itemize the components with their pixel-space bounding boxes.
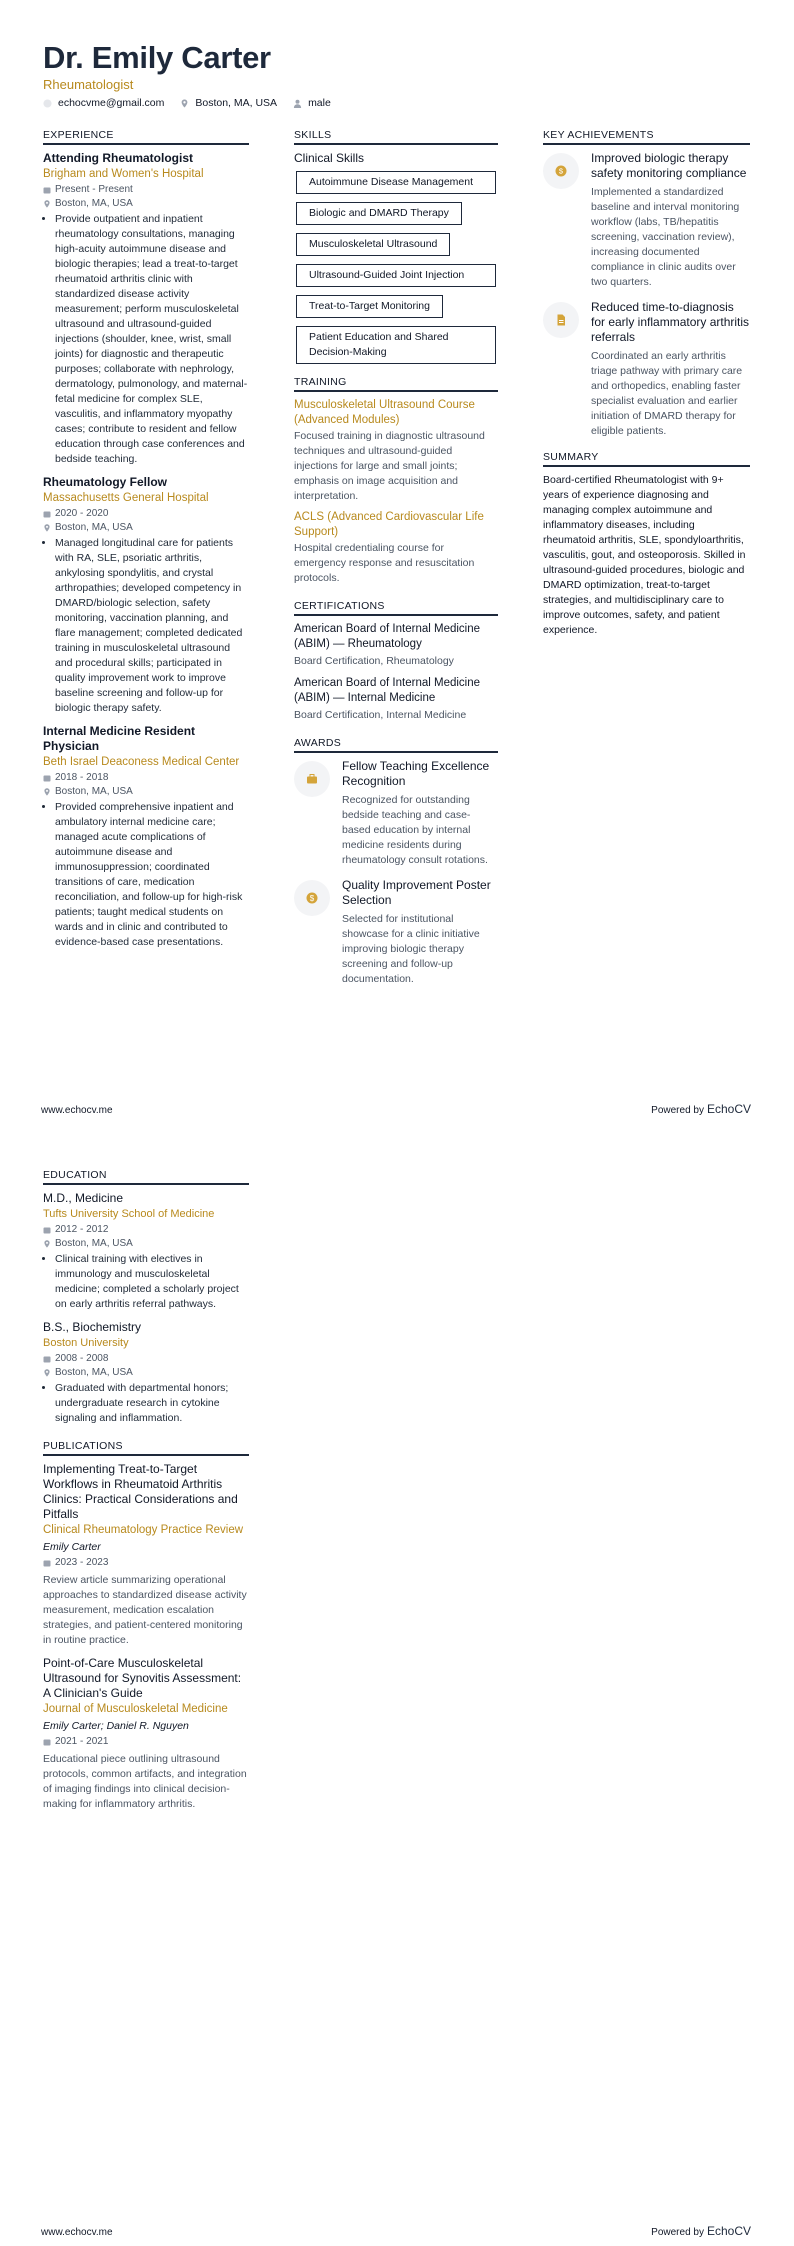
skill-tag: Autoimmune Disease Management <box>296 171 496 194</box>
skills-subheading: Clinical Skills <box>294 151 365 165</box>
summary-text: Board-certified Rheumatologist with 9+ years of experience diagnosing and managing complex autoimmune and inflammatory diseases, including rheumatoid arthritis, SLE, spondyloarthritis, vasculitis, gout, and osteoporosis. Skilled in ultrasound-guided procedures, biologic and DMARD optimization, treat-to-target strategies, and multidisciplinary care to improve outcomes, safety, and patient experience. <box>543 474 746 636</box>
skill-tag: Musculoskeletal Ultrasound <box>296 233 450 256</box>
email-icon <box>43 99 52 108</box>
brand-logo: EchoCV <box>706 1102 751 1116</box>
calendar-icon <box>43 510 51 518</box>
education-bullet: • Clinical training with electives in immunology and musculoskeletal medicine; completed a scholarly project on early arthritis referral pathways. <box>55 1252 249 1312</box>
publication-dates: 2023 - 2023 <box>43 1556 249 1569</box>
calendar-icon <box>43 774 51 782</box>
publications-heading: PUBLICATIONS <box>43 1440 249 1456</box>
map-pin-icon <box>43 1240 51 1248</box>
skill-tag: Biologic and DMARD Therapy <box>296 202 462 225</box>
achievements-heading: KEY ACHIEVEMENTS <box>543 129 750 145</box>
contact-location <box>180 97 277 109</box>
awards-heading: AWARDS <box>294 737 498 753</box>
job-bullet: • Managed longitudinal care for patients with RA, SLE, psoriatic arthritis, ankylosing spondylitis, and crystal arthropathies; developed competency in DMARD/biologic selection, safety monitoring, vaccination planning, and flare management; completed dedicated training in musculoskeletal ultrasound and procedural skills; participated in quality improvement work to improve baseline screening and follow-up for biologic therapy safety. <box>55 536 249 716</box>
education-item <box>43 1191 249 1312</box>
experience-heading: EXPERIENCE <box>43 129 249 145</box>
certifications-heading: CERTIFICATIONS <box>294 600 498 616</box>
achievement-item <box>543 300 750 439</box>
contact-email[interactable] <box>43 97 164 109</box>
publication-venue: Clinical Rheumatology Practice Review <box>43 1524 244 1536</box>
calendar-icon <box>43 1226 51 1234</box>
calendar-icon <box>43 186 51 194</box>
award-item <box>294 878 498 987</box>
publication-title: Implementing Treat-to-Target Workflows in Rheumatoid Arthritis Clinics: Practical Considerations and Pitfalls <box>43 1462 238 1521</box>
achievements-column <box>543 129 750 638</box>
contact-bar <box>43 97 331 109</box>
calendar-icon <box>43 1559 51 1567</box>
education-dates: 2012 - 2012 <box>43 1223 249 1236</box>
award-item <box>294 759 498 868</box>
job-org: Brigham and Women's Hospital <box>43 168 204 180</box>
skills-column <box>294 129 498 997</box>
certification-title: American Board of Internal Medicine (ABIM) — Internal Medicine <box>294 677 481 704</box>
footer-url[interactable]: www.echocv.me <box>41 1105 113 1116</box>
coin-icon <box>555 165 567 177</box>
map-pin-icon <box>43 1369 51 1377</box>
job-org: Beth Israel Deaconess Medical Center <box>43 756 240 768</box>
skill-tag: Patient Education and Shared Decision-Making <box>296 326 496 364</box>
publication-item <box>43 1462 249 1648</box>
map-pin-icon <box>43 788 51 796</box>
gender-text: male <box>308 97 331 109</box>
briefcase-icon <box>306 773 318 785</box>
publication-venue: Journal of Musculoskeletal Medicine <box>43 1703 228 1715</box>
calendar-icon <box>43 1355 51 1363</box>
award-title: Fellow Teaching Excellence Recognition <box>342 759 490 788</box>
achievement-item <box>543 151 750 290</box>
publication-authors: Emily Carter <box>43 1541 101 1553</box>
footer-url[interactable]: www.echocv.me <box>41 2227 113 2238</box>
powered-label: Powered by <box>651 2227 704 2238</box>
summary-heading: SUMMARY <box>543 451 750 467</box>
training-desc: Focused training in diagnostic ultrasound techniques and ultrasound-guided injections for large and small joints; emphasis on image acquisition and interpretation. <box>294 430 485 502</box>
powered-by <box>651 1102 751 1116</box>
candidate-name: Dr. Emily Carter <box>43 40 271 75</box>
degree-title: B.S., Biochemistry <box>43 1320 142 1334</box>
location-text: Boston, MA, USA <box>195 97 278 109</box>
training-title: Musculoskeletal Ultrasound Course (Advanced Modules) <box>294 399 475 426</box>
resume-page-2 <box>0 1123 794 2246</box>
map-pin-icon <box>43 200 51 208</box>
certification-title: American Board of Internal Medicine (ABIM) — Rheumatology <box>294 623 481 650</box>
calendar-icon <box>43 1738 51 1746</box>
job-title: Internal Medicine Resident Physician <box>43 724 196 753</box>
school-name: Tufts University School of Medicine <box>43 1208 215 1220</box>
publication-item <box>43 1656 249 1812</box>
job-org: Massachusetts General Hospital <box>43 492 209 504</box>
map-pin-icon <box>43 524 51 532</box>
brand-logo: EchoCV <box>706 2224 751 2238</box>
achievement-desc: Coordinated an early arthritis triage pathway with primary care and orthopedics, enabling faster specialist evaluation and earlier initiation of DMARD therapy for eligible patients. <box>591 350 743 437</box>
publication-desc: Educational piece outlining ultrasound protocols, common artifacts, and integration of imaging findings into clinical decision-making for inflammatory arthritis. <box>43 1753 247 1810</box>
contact-gender <box>293 97 331 109</box>
job-location: Boston, MA, USA <box>43 785 249 798</box>
training-desc: Hospital credentialing course for emergency response and resuscitation protocols. <box>294 542 475 584</box>
publication-desc: Review article summarizing operational approaches to standardized disease activity measurement, medication escalation strategies, and patient-centered monitoring in routine practice. <box>43 1574 247 1646</box>
svg-text:$: $ <box>558 166 564 176</box>
job-location: Boston, MA, USA <box>43 521 249 534</box>
job-title: Attending Rheumatologist <box>43 151 193 165</box>
job-location: Boston, MA, USA <box>43 197 249 210</box>
achievement-title: Reduced time-to-diagnosis for early inflammatory arthritis referrals <box>591 300 750 344</box>
degree-title: M.D., Medicine <box>43 1191 124 1205</box>
skill-tag: Treat-to-Target Monitoring <box>296 295 443 318</box>
skills-heading: SKILLS <box>294 129 498 145</box>
achievement-desc: Implemented a standardized baseline and interval monitoring workflow (labs, TB/hepatitis screening, vaccination review), increasing documented compliance in clinic audits over two quarters. <box>591 186 740 288</box>
education-location: Boston, MA, USA <box>43 1366 249 1379</box>
dollar-icon <box>306 892 318 904</box>
publication-title: Point-of-Care Musculoskeletal Ultrasound for Synovitis Assessment: A Clinician's Guide <box>43 1656 242 1700</box>
experience-item <box>43 724 249 950</box>
powered-by <box>651 2224 751 2238</box>
experience-item <box>43 475 249 716</box>
candidate-title: Rheumatologist <box>43 77 134 92</box>
school-name: Boston University <box>43 1337 129 1349</box>
training-title: ACLS (Advanced Cardiovascular Life Support) <box>294 511 484 538</box>
job-bullet: • Provided comprehensive inpatient and ambulatory internal medicine care; managed acute complications of autoimmune disease and immunosuppression; coordinated transitions of care, medication reconciliation, and follow-up for high-risk patients; taught medical students on wards and in clinic and contributed to evidence-based case presentations. <box>55 800 249 950</box>
job-dates: 2020 - 2020 <box>43 507 249 520</box>
education-heading: EDUCATION <box>43 1169 249 1185</box>
certification-subtitle: Board Certification, Internal Medicine <box>294 709 467 721</box>
powered-label: Powered by <box>651 1105 704 1116</box>
person-icon <box>293 99 302 108</box>
experience-column <box>43 129 249 958</box>
award-title: Quality Improvement Poster Selection <box>342 878 491 907</box>
job-title: Rheumatology Fellow <box>43 475 168 489</box>
experience-item <box>43 151 249 467</box>
education-bullet: • Graduated with departmental honors; undergraduate research in cytokine signaling and inflammation. <box>55 1381 249 1426</box>
email-text: echocvme@gmail.com <box>58 97 165 109</box>
certification-subtitle: Board Certification, Rheumatology <box>294 655 454 667</box>
training-heading: TRAINING <box>294 376 498 392</box>
svg-text:$: $ <box>309 893 315 903</box>
education-location: Boston, MA, USA <box>43 1237 249 1250</box>
map-pin-icon <box>180 99 189 108</box>
job-dates: 2018 - 2018 <box>43 771 249 784</box>
document-icon <box>555 314 567 326</box>
education-column <box>43 1169 249 1820</box>
job-dates: Present - Present <box>43 183 249 196</box>
achievement-title: Improved biologic therapy safety monitoring compliance <box>591 151 747 180</box>
publication-dates: 2021 - 2021 <box>43 1735 249 1748</box>
job-bullet: • Provide outpatient and inpatient rheumatology consultations, managing high-acuity autoimmune disease and biologic therapies; lead a treat-to-target rheumatoid arthritis clinic with standardized disease activity measurement; perform musculoskeletal ultrasound and ultrasound-guided injections (shoulder, knee, wrist, small joints) for diagnostic and therapeutic purposes; collaborate with nephrology, dermatology, pulmonology, and maternal-fetal medicine for complex SLE, vasculitis, and inflammatory myopathy cases; contribute to resident and fellow education through case conferences and bedside teaching. <box>55 212 249 467</box>
education-item <box>43 1320 249 1426</box>
award-desc: Recognized for outstanding bedside teaching and case-based education by internal medicine residents during rheumatology consult rotations. <box>342 794 488 866</box>
skill-tag: Ultrasound-Guided Joint Injection <box>296 264 496 287</box>
education-dates: 2008 - 2008 <box>43 1352 249 1365</box>
publication-authors: Emily Carter; Daniel R. Nguyen <box>43 1720 189 1732</box>
award-desc: Selected for institutional showcase for a clinic initiative improving biologic therapy screening and follow-up documentation. <box>342 913 480 985</box>
